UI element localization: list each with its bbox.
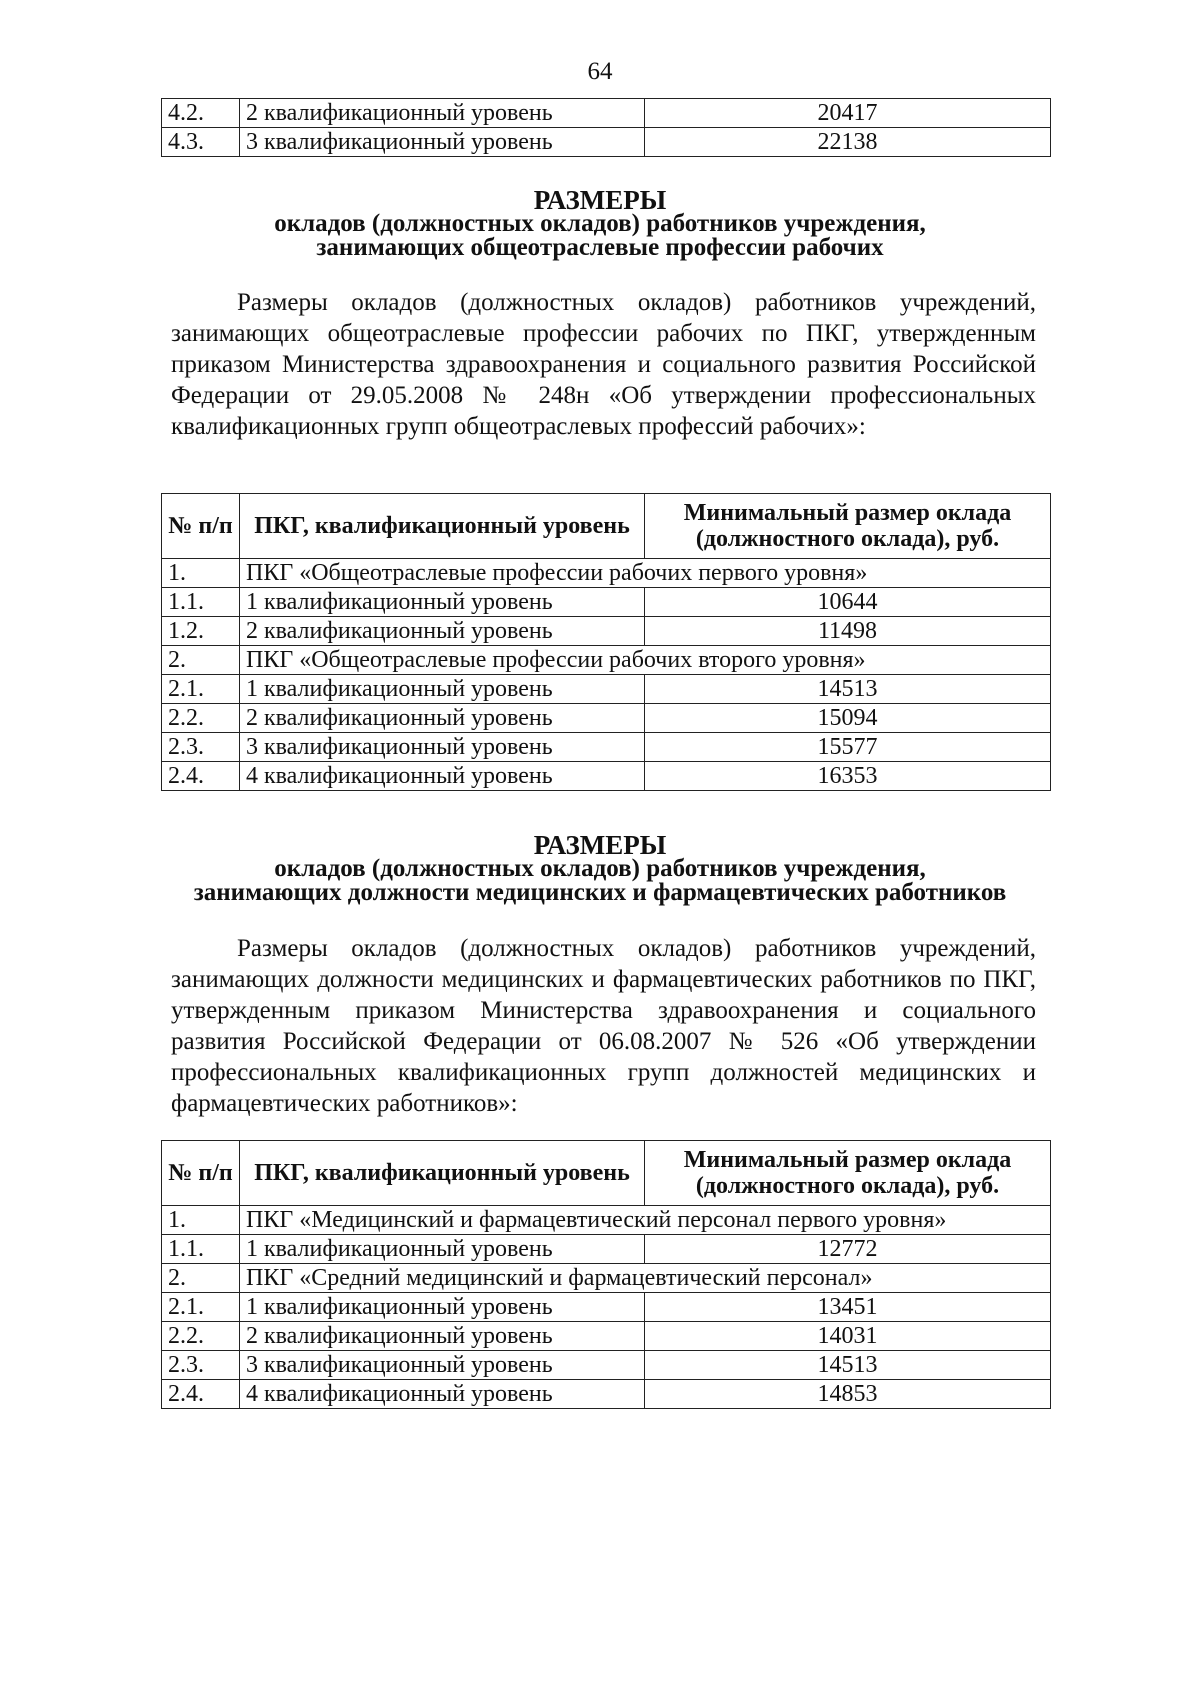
section1-title: РАЗМЕРЫ [533,185,667,215]
salary-value: 22138 [645,128,1051,157]
section1-subtitle-2: занимающих общеотраслевые профессии рабочих [316,234,884,261]
table-row [162,99,1051,128]
row-number: 1. [162,559,240,588]
level-label: 1 квалификационный уровень [240,1293,645,1322]
page-number: 64 [587,58,613,85]
salary-value: 10644 [645,588,1051,617]
header-salary: Минимальный размер оклада (должностного оклада), руб. [645,1141,1051,1206]
row-number: 1.2. [162,617,240,646]
header-salary: Минимальный размер оклада (должностного оклада), руб. [645,494,1051,559]
level-label: 1 квалификационный уровень [240,1235,645,1264]
header-pkg: ПКГ, квалификационный уровень [240,494,645,559]
level-label: 1 квалификационный уровень [240,588,645,617]
group-label: ПКГ «Общеотраслевые профессии рабочих второго уровня» [240,646,1051,675]
level-label: 1 квалификационный уровень [240,675,645,704]
row-number: 4.2. [162,99,240,128]
level-label: 2 квалификационный уровень [240,99,645,128]
row-number: 2.3. [162,1351,240,1380]
table-row [162,733,1051,762]
section2-paragraph: Размеры окладов (должностных окладов) работников учреждений, занимающих должности медицинских и фармацевтических работников по ПКГ, утвержденным приказом Министерства здравоохранения и социального развития Российской Федерации от 06.08.2007 № 526 «Об утверждении профессиональных квалификационных групп должностей медицинских и фармацевтических работников»: [171,935,1036,1117]
table-row [162,1235,1051,1264]
salary-value: 13451 [645,1293,1051,1322]
medical-salary-table [161,1140,1051,1409]
row-number: 2. [162,646,240,675]
section2-subtitle-2: занимающих должности медицинских и фармацевтических работников [193,879,1007,906]
level-label: 4 квалификационный уровень [240,1380,645,1409]
level-label: 3 квалификационный уровень [240,1351,645,1380]
salary-value: 15094 [645,704,1051,733]
row-number: 2.4. [162,762,240,791]
header-number: № п/п [162,1141,240,1206]
section1-paragraph: Размеры окладов (должностных окладов) работников учреждений, занимающих общеотраслевые профессии рабочих по ПКГ, утвержденным приказом Министерства здравоохранения и социального развития Российской Федерации от 29.05.2008 № 248н «Об утверждении профессиональных квалификационных групп общеотраслевых профессий рабочих»: [171,289,1036,440]
group-row [162,559,1051,588]
row-number: 2.3. [162,733,240,762]
group-label: ПКГ «Средний медицинский и фармацевтический персонал» [240,1264,1051,1293]
table-row [162,675,1051,704]
table-row [162,1322,1051,1351]
group-row [162,646,1051,675]
group-label: ПКГ «Медицинский и фармацевтический персонал первого уровня» [240,1206,1051,1235]
header-number: № п/п [162,494,240,559]
table-row [162,704,1051,733]
salary-value: 16353 [645,762,1051,791]
salary-table-continued [161,98,1051,157]
table-row [162,128,1051,157]
salary-value: 12772 [645,1235,1051,1264]
table-row [162,588,1051,617]
section1-subtitle-1: окладов (должностных окладов) работников учреждения, [274,210,926,237]
group-row [162,1206,1051,1235]
level-label: 4 квалификационный уровень [240,762,645,791]
salary-value: 14513 [645,1351,1051,1380]
section1-heading [0,185,1200,261]
table-header-row [162,494,1051,559]
header-pkg: ПКГ, квалификационный уровень [240,1141,645,1206]
row-number: 1.1. [162,1235,240,1264]
salary-value: 11498 [645,617,1051,646]
salary-value: 15577 [645,733,1051,762]
table-header-row [162,1141,1051,1206]
workers-salary-table [161,493,1051,791]
level-label: 2 квалификационный уровень [240,1322,645,1351]
row-number: 2.1. [162,1293,240,1322]
row-number: 1.1. [162,588,240,617]
table-row [162,1380,1051,1409]
row-number: 2.4. [162,1380,240,1409]
row-number: 2.2. [162,704,240,733]
section2-subtitle-1: окладов (должностных окладов) работников учреждения, [274,855,926,882]
table-row [162,1351,1051,1380]
row-number: 1. [162,1206,240,1235]
salary-value: 14031 [645,1322,1051,1351]
salary-value: 14513 [645,675,1051,704]
row-number: 2.1. [162,675,240,704]
row-number: 4.3. [162,128,240,157]
level-label: 3 квалификационный уровень [240,733,645,762]
section2-heading [0,830,1200,906]
section2-title: РАЗМЕРЫ [533,830,667,860]
table-row [162,617,1051,646]
table-row [162,1293,1051,1322]
level-label: 2 квалификационный уровень [240,704,645,733]
level-label: 2 квалификационный уровень [240,617,645,646]
row-number: 2.2. [162,1322,240,1351]
salary-value: 14853 [645,1380,1051,1409]
group-label: ПКГ «Общеотраслевые профессии рабочих первого уровня» [240,559,1051,588]
salary-value: 20417 [645,99,1051,128]
level-label: 3 квалификационный уровень [240,128,645,157]
row-number: 2. [162,1264,240,1293]
group-row [162,1264,1051,1293]
table-row [162,762,1051,791]
